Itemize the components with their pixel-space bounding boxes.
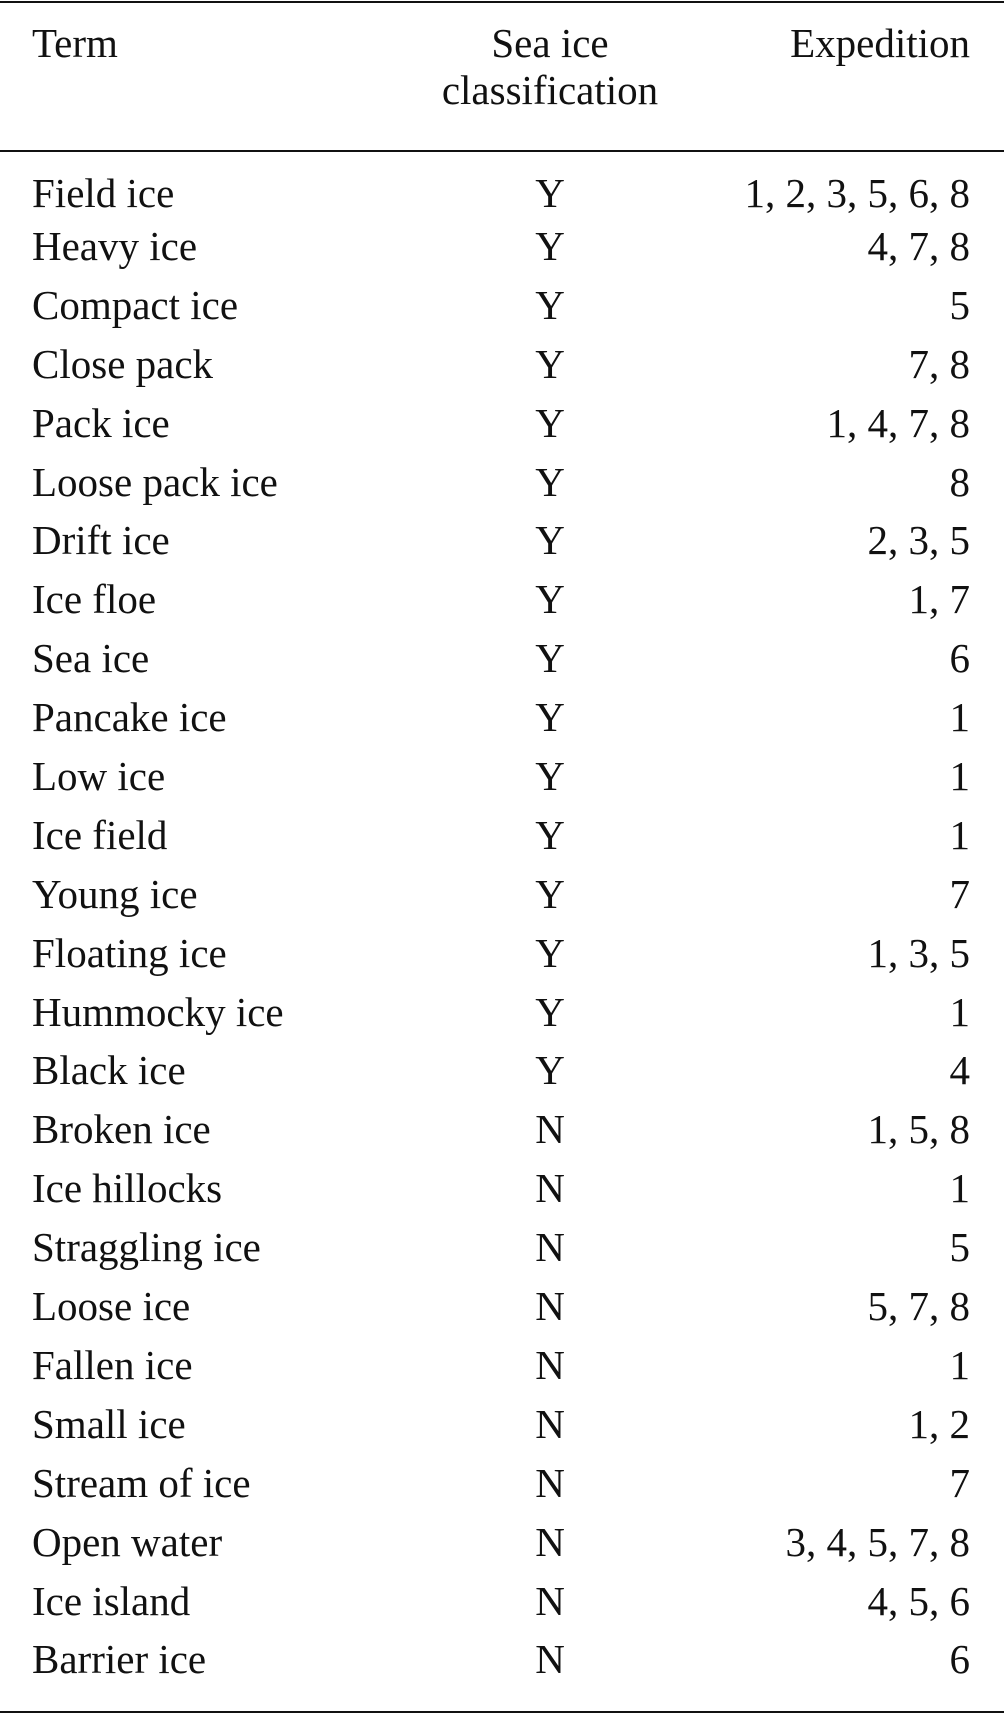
cell-classification: N [535, 1518, 565, 1565]
cell-term: Loose ice [32, 1283, 191, 1330]
cell-term: Pancake ice [32, 694, 227, 741]
header-row [0, 0, 1004, 150]
cell-expedition: 1 [949, 811, 970, 858]
cell-term: Stream of ice [32, 1459, 251, 1506]
cell-term: Ice island [32, 1577, 191, 1624]
cell-expedition: 1, 2 [908, 1400, 970, 1447]
cell-expedition: 7, 8 [908, 340, 970, 387]
cell-term: Heavy ice [32, 223, 198, 270]
table-row [0, 570, 1004, 629]
cell-classification: N [535, 1636, 565, 1683]
cell-term: Hummocky ice [32, 988, 284, 1035]
cell-classification: Y [535, 517, 565, 564]
header-classification-line1: Sea ice [491, 20, 609, 66]
table-row [0, 335, 1004, 394]
table-row [0, 1572, 1004, 1631]
cell-classification: Y [535, 929, 565, 976]
cell-expedition: 8 [949, 458, 970, 505]
cell-expedition: 5 [949, 281, 970, 328]
table-row [0, 1513, 1004, 1572]
cell-expedition: 1 [949, 1341, 970, 1388]
table-row [0, 1454, 1004, 1513]
cell-classification: Y [535, 811, 565, 858]
table-body [0, 150, 1004, 1689]
cell-term: Ice floe [32, 576, 157, 623]
cell-term: Floating ice [32, 929, 227, 976]
table-row [0, 806, 1004, 865]
cell-term: Young ice [32, 870, 198, 917]
cell-expedition: 1 [949, 988, 970, 1035]
cell-classification: Y [535, 753, 565, 800]
table-row [0, 394, 1004, 453]
table-row [0, 747, 1004, 806]
cell-term: Pack ice [32, 399, 170, 446]
cell-classification: Y [535, 988, 565, 1035]
cell-expedition: 4, 5, 6 [867, 1577, 970, 1624]
cell-classification: Y [535, 1047, 565, 1094]
table-row [0, 1218, 1004, 1277]
cell-classification: N [535, 1577, 565, 1624]
cell-expedition: 1, 5, 8 [867, 1106, 970, 1153]
cell-term: Drift ice [32, 517, 170, 564]
cell-classification: N [535, 1400, 565, 1447]
cell-classification: Y [535, 576, 565, 623]
cell-classification: Y [535, 694, 565, 741]
table-row [0, 512, 1004, 571]
cell-term: Low ice [32, 753, 166, 800]
cell-term: Ice field [32, 811, 168, 858]
table-row [0, 453, 1004, 512]
table-row [0, 1042, 1004, 1101]
cell-classification: N [535, 1224, 565, 1271]
cell-term: Black ice [32, 1047, 186, 1094]
header-expedition: Expedition [790, 20, 970, 66]
cell-classification: N [535, 1341, 565, 1388]
cell-classification: Y [535, 340, 565, 387]
cell-expedition: 4, 7, 8 [867, 223, 970, 270]
cell-expedition: 2, 3, 5 [867, 517, 970, 564]
cell-expedition: 7 [949, 870, 970, 917]
cell-expedition: 1, 7 [908, 576, 970, 623]
cell-classification: Y [535, 458, 565, 505]
cell-classification: Y [535, 281, 565, 328]
table-row [0, 924, 1004, 983]
cell-classification: N [535, 1283, 565, 1330]
header-sea-ice-classification [392, 0, 708, 150]
cell-term: Broken ice [32, 1106, 211, 1153]
cell-expedition: 7 [949, 1459, 970, 1506]
cell-term: Fallen ice [32, 1341, 193, 1388]
cell-term: Small ice [32, 1400, 186, 1447]
cell-classification: Y [535, 170, 565, 216]
cell-expedition: 1 [949, 1165, 970, 1212]
table-row [0, 688, 1004, 747]
cell-term: Straggling ice [32, 1224, 261, 1271]
cell-expedition: 6 [949, 1636, 970, 1683]
table-row [0, 276, 1004, 335]
table-row [0, 1395, 1004, 1454]
cell-expedition: 1, 3, 5 [867, 929, 970, 976]
header-term: Term [32, 20, 118, 66]
cell-term: Sea ice [32, 635, 150, 682]
table-row [0, 629, 1004, 688]
table-row [0, 1336, 1004, 1395]
cell-classification: N [535, 1165, 565, 1212]
cell-term: Loose pack ice [32, 458, 278, 505]
cell-classification: Y [535, 635, 565, 682]
cell-classification: Y [535, 870, 565, 917]
header-classification-line2: classification [441, 67, 659, 114]
cell-expedition: 4 [949, 1047, 970, 1094]
cell-expedition: 1, 4, 7, 8 [826, 399, 970, 446]
cell-expedition: 1 [949, 694, 970, 741]
table-row [0, 983, 1004, 1042]
cell-term: Open water [32, 1518, 223, 1565]
table-row [0, 865, 1004, 924]
cell-expedition: 6 [949, 635, 970, 682]
table-row [0, 150, 1004, 217]
cell-expedition: 5, 7, 8 [867, 1283, 970, 1330]
cell-term: Compact ice [32, 281, 239, 328]
table-row [0, 1277, 1004, 1336]
cell-classification: Y [535, 223, 565, 270]
cell-term: Close pack [32, 340, 214, 387]
cell-classification: Y [535, 399, 565, 446]
cell-term: Ice hillocks [32, 1165, 223, 1212]
table-row [0, 217, 1004, 276]
table-row [0, 1631, 1004, 1690]
cell-expedition: 5 [949, 1224, 970, 1271]
cell-expedition: 1, 2, 3, 5, 6, 8 [744, 170, 970, 216]
cell-term: Field ice [32, 170, 175, 216]
table-row [0, 1159, 1004, 1218]
cell-expedition: 1 [949, 753, 970, 800]
cell-expedition: 3, 4, 5, 7, 8 [785, 1518, 970, 1565]
table-row [0, 1101, 1004, 1160]
table-header [0, 0, 1004, 150]
cell-term: Barrier ice [32, 1636, 207, 1683]
bottom-rule [0, 1711, 1004, 1713]
cell-classification: N [535, 1459, 565, 1506]
cell-classification: N [535, 1106, 565, 1153]
